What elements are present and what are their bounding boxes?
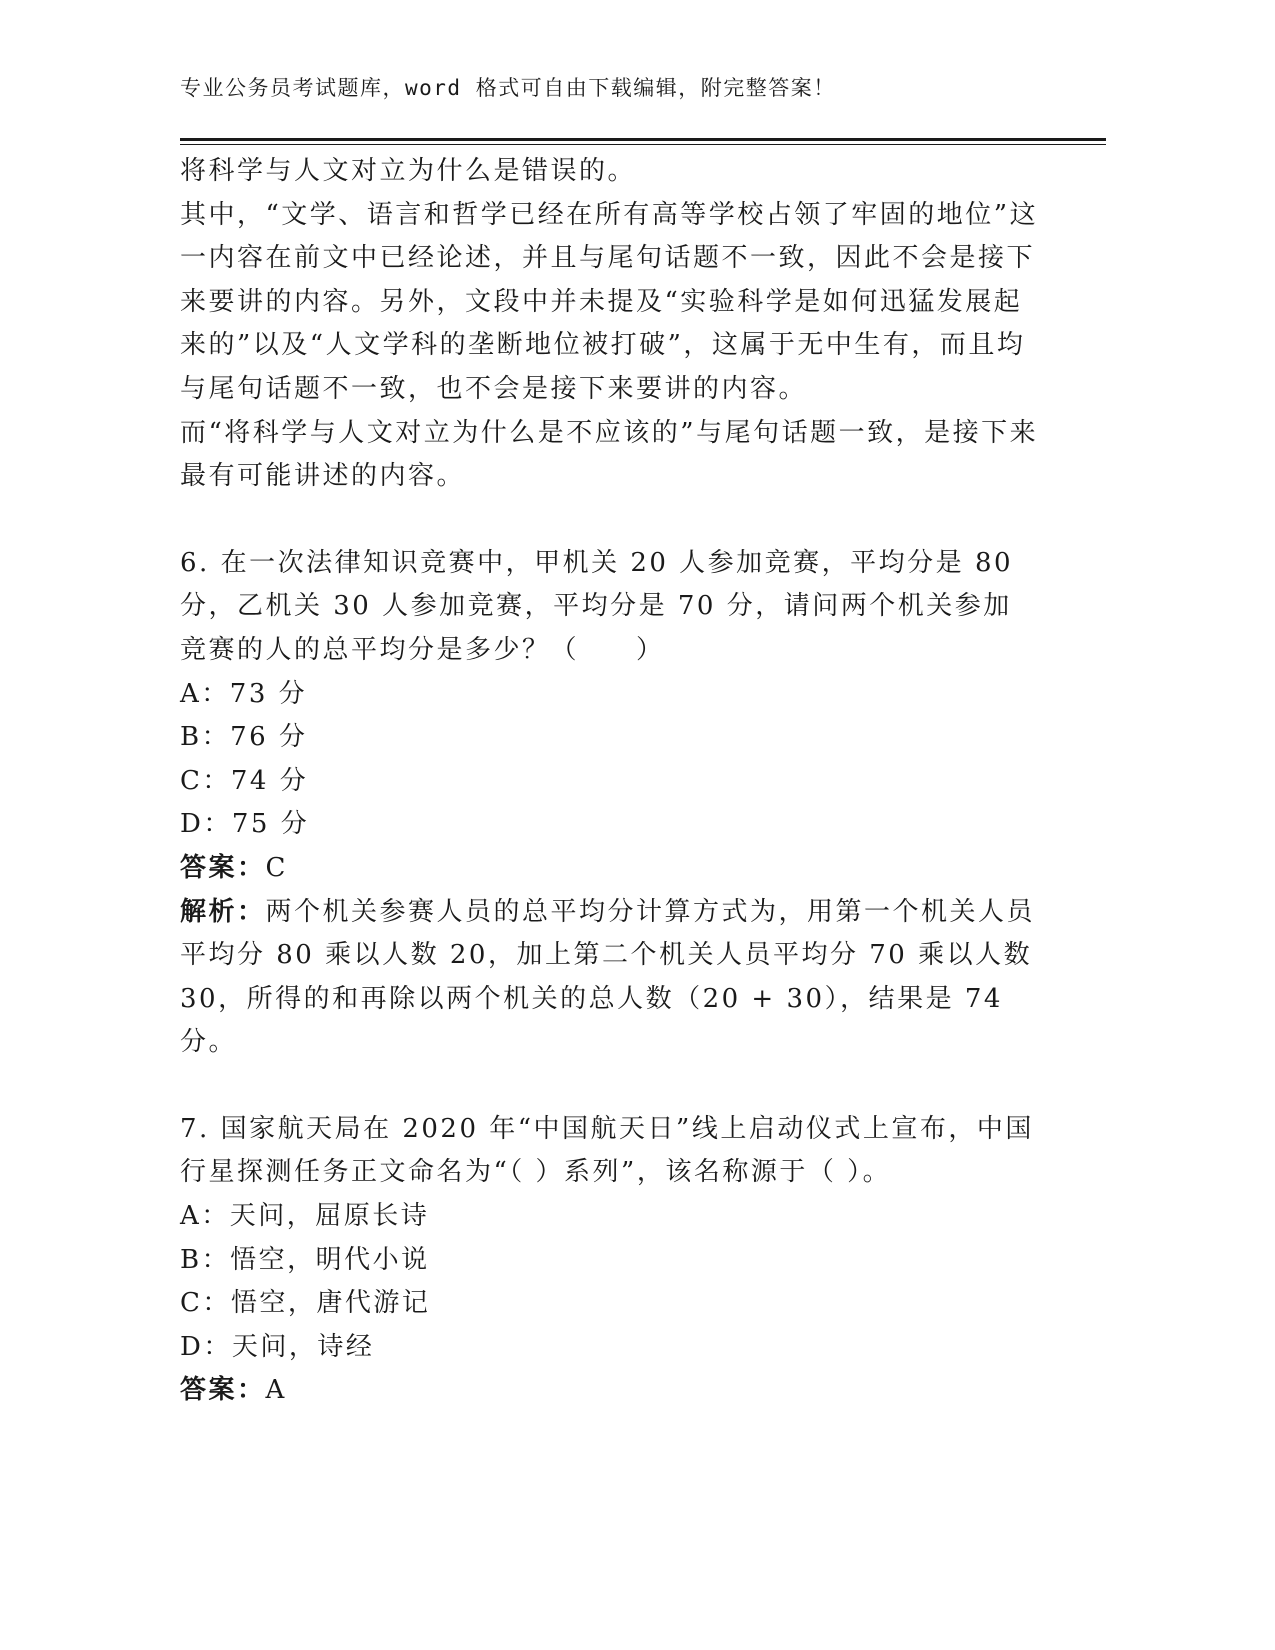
- analysis-label: 解析：: [180, 896, 266, 927]
- prev-analysis-conclusion: 而“将科学与人文对立为什么是不应该的”与尾句话题一致，是接下来最有可能讲述的内容。: [180, 417, 1039, 492]
- question-6-option-a: A：73 分: [180, 678, 308, 709]
- question-6-stem: 6. 在一次法律知识竞赛中，甲机关 20 人参加竞赛，平均分是 80 分，乙机关 30 人参加竞赛，平均分是 70 分，请问两个机关参加竞赛的人的总平均分是多少？（ ）: [180, 547, 1014, 665]
- answer-value: A: [265, 1375, 287, 1406]
- header-rule-thick: [180, 138, 1106, 141]
- answer-label: 答案：: [180, 1375, 266, 1406]
- document-body: [180, 150, 1040, 1413]
- question-7-option-a: A：天问，屈原长诗: [180, 1201, 430, 1232]
- question-6-option-c: C：74 分: [180, 765, 309, 796]
- question-6-analysis: [180, 891, 1040, 1065]
- question-6-answer: [180, 847, 1040, 891]
- question-7-option-b: B：悟空，明代小说: [180, 1244, 430, 1275]
- question-6-option-d: D：75 分: [180, 809, 310, 840]
- analysis-text: 两个机关参赛人员的总平均分计算方式为，用第一个机关人员平均分 80 乘以人数 20，加上第二个机关人员平均分 70 乘以人数 30，所得的和再除以两个机关的总人数（20 + 30），结果是 74 分。: [180, 896, 1036, 1058]
- question-7-stem: 7. 国家航天局在 2020 年“中国航天日”线上启动仪式上宣布，中国行星探测任务正文命名为“（ ）系列”，该名称源于（ ）。: [180, 1113, 1034, 1188]
- answer-label: 答案：: [180, 852, 266, 883]
- prev-analysis-line: 将科学与人文对立为什么是错误的。: [180, 156, 637, 186]
- question-7-option-c: C：悟空，唐代游记: [180, 1288, 431, 1319]
- question-7-option-d: D：天问，诗经: [180, 1331, 375, 1362]
- answer-value: C: [265, 852, 288, 883]
- spacer: [180, 499, 1040, 542]
- header-rule-thin: [180, 144, 1106, 145]
- page-header: 专业公务员考试题库，word 格式可自由下载编辑，附完整答案！: [180, 76, 836, 100]
- prev-analysis-paragraph: 其中，“文学、语言和哲学已经在所有高等学校占领了牢固的地位”这一内容在前文中已经论述，并且与尾句话题不一致，因此不会是接下来要讲的内容。另外，文段中并未提及“实验科学是如何迅猛发展起来的”以及“人文学科的垄断地位被打破”，这属于无中生有，而且均与尾句话题不一致，也不会是接下来要讲的内容。: [180, 199, 1039, 404]
- question-6-option-b: B：76 分: [180, 722, 308, 753]
- question-7-answer: [180, 1369, 1040, 1413]
- spacer: [180, 1065, 1040, 1108]
